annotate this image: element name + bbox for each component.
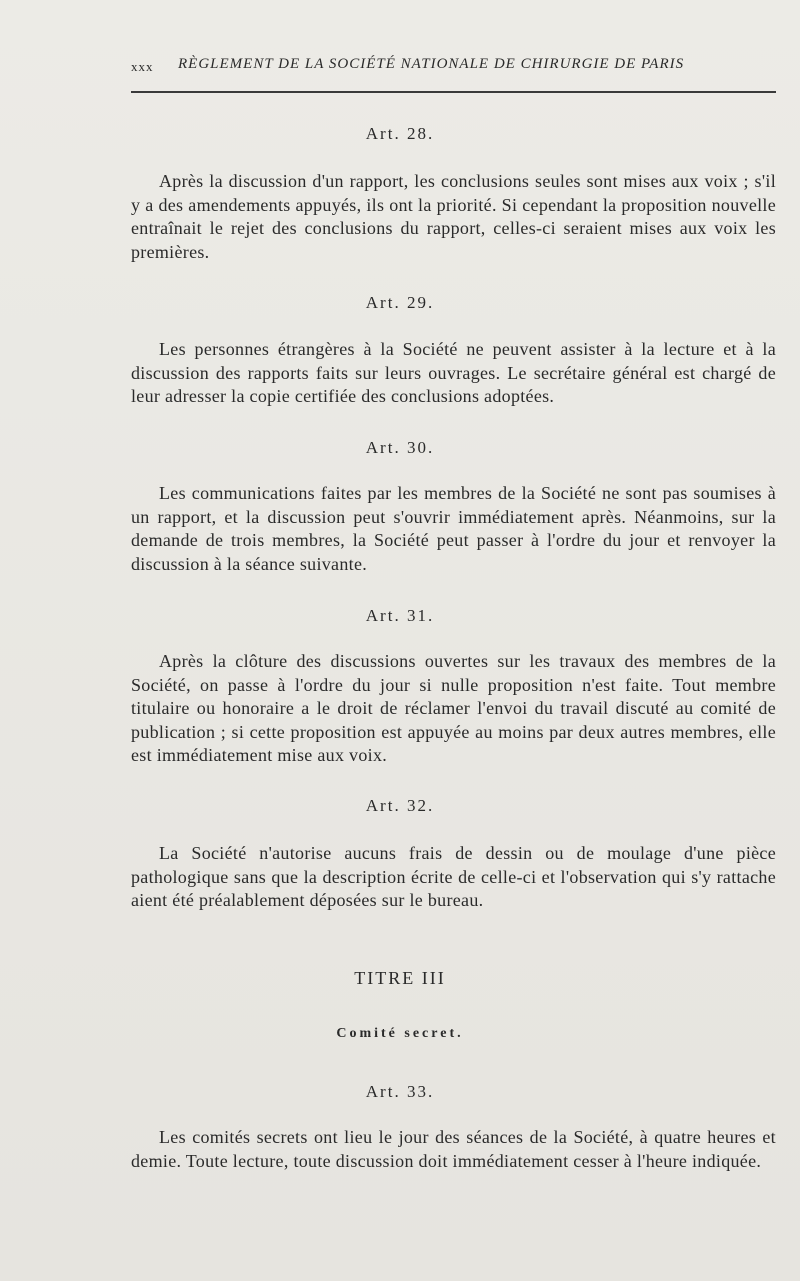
article-heading-32: Art. 32. <box>365 796 435 815</box>
article-text-29: Les personnes étrangères à la Société ne peuvent assister à la lecture et à la discussion des rapports faits sur leurs ouvrages. Le secrétaire général est chargé de leur adresser la copie certifiée des conclusions adoptées. <box>131 339 776 406</box>
article-text-32: La Société n'autorise aucuns frais de dessin ou de moulage d'une pièce pathologique sans que la description écrite de celle-ci et l'observation qui s'y rattache aient été préalablement déposées sur le bureau. <box>131 843 776 910</box>
article-heading-28: Art. 28. <box>365 124 435 143</box>
article-text-30: Les communications faites par les membres de la Société ne sont pas soumises à un rapport, et la discussion peut s'ouvrir immédiatement après. Néanmoins, sur la demande de trois membres, la Société peut passer à l'ordre du jour et renvoyer la discussion à la séance suivante. <box>131 483 776 574</box>
article-text-33: Les comités secrets ont lieu le jour des séances de la Société, à quatre heures et demie. Toute lecture, toute discussion doit immédiatement cesser à l'heure indiquée. <box>131 1127 776 1171</box>
page-number: xxx <box>131 59 154 74</box>
article-text-31: Après la clôture des discussions ouvertes sur les travaux des membres de la Société, on passe à l'ordre du jour si nulle proposition n'est faite. Tout membre titulaire ou honoraire a le droit de réclamer l'envoi du travail discuté au comité de publication ; si cette proposition est appuyée au moins par deux autres membres, elle est immédiatement mise aux voix. <box>131 651 776 765</box>
running-title: RÈGLEMENT DE LA SOCIÉTÉ NATIONALE DE CHIRURGIE DE PARIS <box>178 56 685 72</box>
running-header <box>131 56 776 80</box>
article-heading-29: Art. 29. <box>365 293 435 312</box>
article-heading-30: Art. 30. <box>365 438 435 457</box>
article-text-28: Après la discussion d'un rapport, les conclusions seules sont mises aux voix ; s'il y a des amendements appuyés, ils ont la priorité. Si cependant la proposition nouvelle entraînait le rejet des conclusions du rapport, celles-ci seraient mises aux voix les premières. <box>131 171 776 262</box>
article-heading-31: Art. 31. <box>365 606 435 625</box>
article-heading-33: Art. 33. <box>365 1082 435 1101</box>
section-subtitle: Comité secret. <box>336 1026 464 1041</box>
header-rule <box>131 91 776 93</box>
section-title: TITRE III <box>354 968 446 988</box>
